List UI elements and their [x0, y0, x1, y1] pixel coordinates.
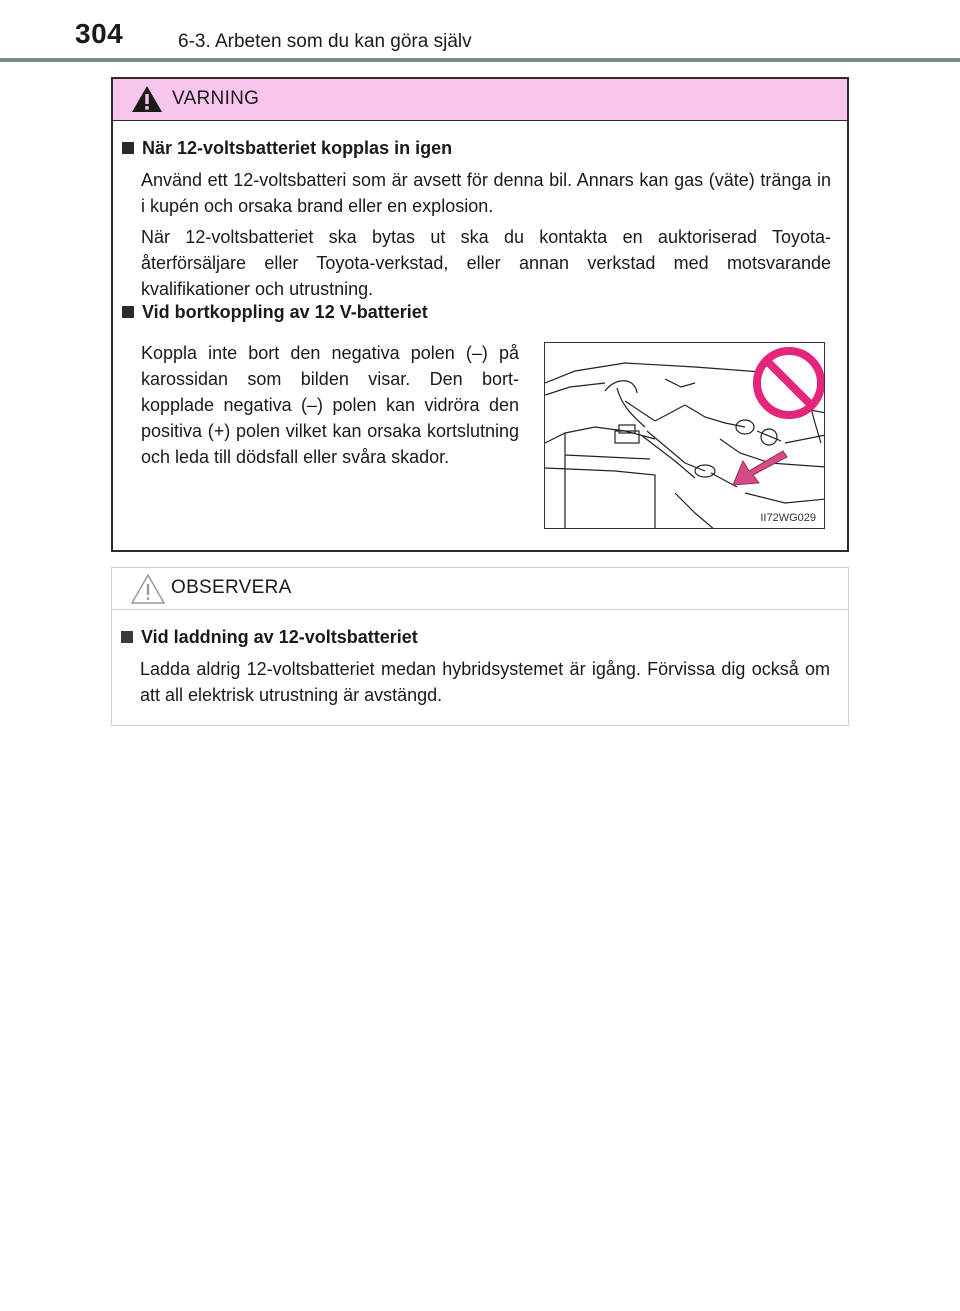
figure-code: II72WG029 — [760, 512, 816, 524]
bullet-square-icon — [122, 142, 134, 154]
warning-header — [113, 79, 847, 121]
warning-paragraph: När 12-voltsbatteriet ska bytas ut ska du kontakta en auktoriserad Toyota-återförsäljare eller Toyota-verkstad, eller annan verkstad med motsvarande kvalifikationer och utrustning. — [141, 227, 831, 299]
battery-illustration — [544, 342, 825, 529]
warning-heading: VARNING — [172, 88, 260, 109]
notice-header — [112, 568, 848, 610]
subheading-text: Vid bortkoppling av 12 V-batteriet — [142, 302, 428, 322]
page-header — [0, 0, 960, 60]
subheading-text: När 12-voltsbatteriet kopplas in igen — [142, 138, 453, 158]
subheading-text: Vid laddning av 12-voltsbatteriet — [141, 627, 418, 647]
warning-paragraph: Använd ett 12-voltsbatteri som är avsett för denna bil. Annars kan gas (väte) tränga in i kupén och orsaka brand eller en explosion. — [141, 170, 831, 216]
warning-subheading-1 — [122, 138, 452, 159]
arrow-icon — [733, 451, 787, 485]
battery-drawing — [545, 343, 825, 529]
bullet-square-icon — [122, 306, 134, 318]
page-number: 304 — [75, 18, 124, 49]
header-rule — [0, 58, 960, 62]
notice-heading: OBSERVERA — [171, 577, 292, 598]
notice-subheading — [121, 627, 418, 648]
warning-subheading-2 — [122, 302, 428, 323]
notice-paragraph: Ladda aldrig 12-voltsbatteriet medan hybridsystemet är igång. Förvissa dig också om att all elektrisk utrustning är avstängd. — [140, 659, 830, 705]
warning-triangle-icon — [131, 85, 163, 113]
prohibition-icon — [757, 351, 821, 415]
warning-paragraph: Koppla inte bort den negativa polen (–) på karossidan som bilden visar. Den bort-kopplade negativa (–) polen kan vidröra den positiva (+) polen vilket kan orsaka kortslutning och leda till dödsfall eller svåra skador. — [141, 343, 519, 467]
bullet-square-icon — [121, 631, 133, 643]
section-title: 6-3. Arbeten som du kan göra själv — [178, 31, 472, 52]
warning-box — [111, 77, 849, 552]
notice-box — [111, 567, 849, 726]
caution-triangle-outline-icon — [130, 573, 166, 605]
